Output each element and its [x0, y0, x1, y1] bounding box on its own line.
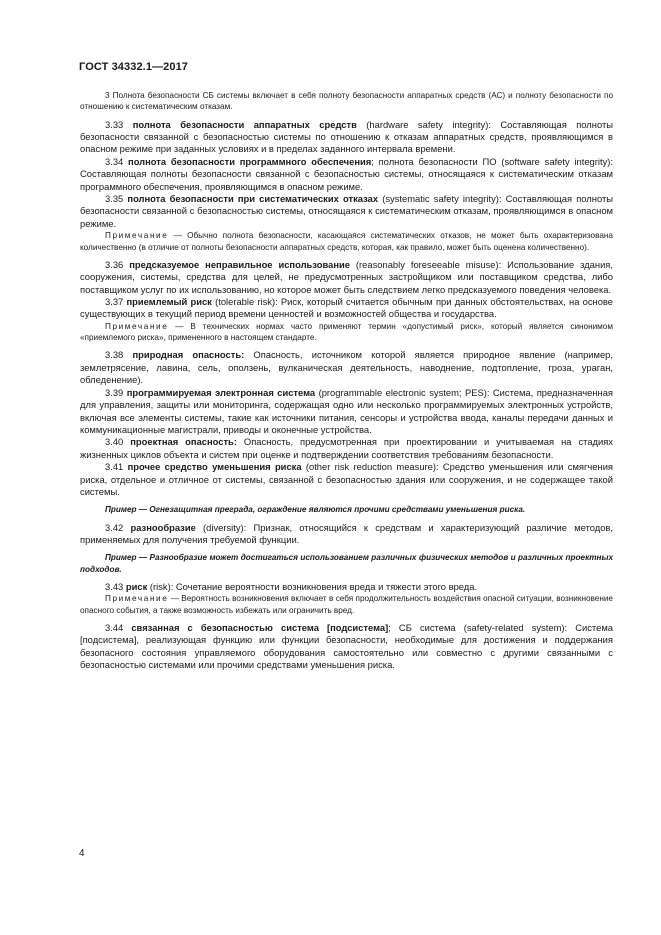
note-label: Примечание — [105, 231, 169, 241]
term-entry-3-35: 3.35 полнота безопасности при систематических отказах (systematic safety integrity): Составляющая полноты безопасности связанной с безопасностью системы, относящаяся к систематическим отказам, проявляющимся в опасном режиме. — [80, 193, 613, 229]
term-name: связанная с безопасностью система [подсистема] — [131, 622, 389, 634]
note-paragraph: Примечание — В технических нормах часто применяют термин «допустимый риск», который является синонимом «приемлемого риска», примененного в настоящем стандарте. — [80, 321, 613, 343]
term-name: приемлемый риск — [126, 296, 212, 308]
term-name: прочее средство уменьшения риска — [127, 461, 302, 473]
term-entry-3-43: 3.43 риск (risk): Сочетание вероятности возникновения вреда и тяжести этого вреда. — [105, 581, 478, 593]
note-label: Примечание — [105, 594, 169, 604]
term-name: полнота безопасности аппаратных средств — [132, 118, 357, 130]
term-entry-3-34: 3.34 полнота безопасности программного обеспечения; полнота безопасности ПО (software safety integrity): Составляющая полноты безопасности связанной с безопасностью системы, относящаяся к систематическим отказам программного обеспечения, проявляющимся в опасном режиме. — [80, 155, 613, 192]
note-paragraph: Примечание — Вероятность возникновения включает в себя продолжительность воздействия опасной ситуации, возникновение опасного события, а также возможность избежать или ограничить вред. — [80, 594, 613, 615]
term-name: разнообразие — [130, 521, 196, 533]
term-entry-3-44: 3.44 связанная с безопасностью система [подсистема]; СБ система (safety-related system): Система [подсистема], реализующая функцию или функции безопасности, необходимые для достижения и поддержания безопасного состояния управляемого оборудования самостоятельно или совместно с другими связанными с безопасностью системами или прочими средствами уменьшения риска. — [80, 622, 613, 671]
note-paragraph: Примечание — Обычно полнота безопасности, касающаяся систематических отказов, не может быть охарактеризована количественно (в отличие от полноты безопасности аппаратных средств, которая, как правило, может быть оценена количественно). — [80, 231, 613, 252]
term-name: риск — [125, 581, 148, 593]
term-entry-3-41: 3.41 прочее средство уменьшения риска (other risk reduction measure): Средство уменьшения или смягчения риска, отдельное и отличное от системы, связанной с безопасностью здания или сооружения, и не содержащее такой системы. — [80, 461, 614, 497]
example-paragraph: Пример — Огнезащитная преграда, ограждение являются прочими средствами уменьшения риска. — [105, 505, 526, 515]
term-entry-3-42: 3.42 разнообразие (diversity): Признак, относящийся к средствам и характеризующий различие методов, применяемых для получения требуемой функции. — [80, 521, 614, 546]
term-entry-3-38: 3.38 природная опасность: Опасность, источником которой является природное явление (например, землетрясение, лавина, сель, оползень, вулканическая деятельность, наводнение, подтопление, гроза, ураган, обледенение). — [80, 349, 613, 386]
term-entry-3-37: 3.37 приемлемый риск (tolerable risk): Риск, который считается обычным при данных обстоятельствах, на основе существующих в текущий период времени ценностей и возможностей общества и государства. — [80, 296, 614, 320]
term-name: проектная опасность: — [130, 436, 237, 448]
page-number: 4 — [79, 848, 85, 859]
standard-header: ГОСТ 34332.1—2017 — [79, 61, 189, 73]
term-name: полнота безопасности при систематических отказах — [127, 193, 379, 205]
term-entry-3-33: 3.33 полнота безопасности аппаратных средств (hardware safety integrity): Составляющая полноты безопасности связанной с безопасностью системы по отношению к отказам аппаратных средств, проявляющимся в опасном режиме при заданных условиях и в пределах заданного интервала времени. — [80, 118, 613, 155]
note-paragraph: 3 Полнота безопасности СБ системы включает в себя полноту безопасности аппаратных средств (АС) и полноту безопасности по отношению к систематическим отказам. — [80, 91, 613, 112]
term-entry-3-40: 3.40 проектная опасность: Опасность, предусмотренная при проектировании и учитываемая на стадиях жизненных циклов объекта и систем при оценке и подтверждении соответствия требованиям безопасности. — [80, 436, 613, 460]
term-name: полнота безопасности программного обеспечения — [128, 155, 372, 167]
term-entry-3-36: 3.36 предсказуемое неправильное использование (reasonably foreseeable misuse): Использование здания, сооружения, системы, средства для целей, не предусмотренных застройщиком или поставщиком средства, либо поставщиком услуг по их использованию, но которое может быть следствием легко предсказуемого поведения человека. — [80, 258, 613, 295]
term-entry-3-39: 3.39 программируемая электронная система (programmable electronic system; PES): Система, предназначенная для управления, защиты или мониторинга, содержащая одно или несколько программируемых электронных устройств, включая все элементы системы, такие как источники питания, сенсоры и устройства ввода, каналы передачи данных и коммуникационные магистрали, приводы и оконечные устройства. — [80, 386, 613, 435]
example-paragraph: Пример — Разнообразие может достигаться использованием различных физических методов и различных проектных подходов. — [80, 553, 613, 574]
page-content — [80, 90, 613, 672]
term-name: предсказуемое неправильное использование — [129, 258, 350, 270]
note-label: Примечание — [105, 321, 169, 331]
term-name: программируемая электронная система — [126, 386, 316, 398]
term-name: природная опасность: — [132, 349, 245, 361]
